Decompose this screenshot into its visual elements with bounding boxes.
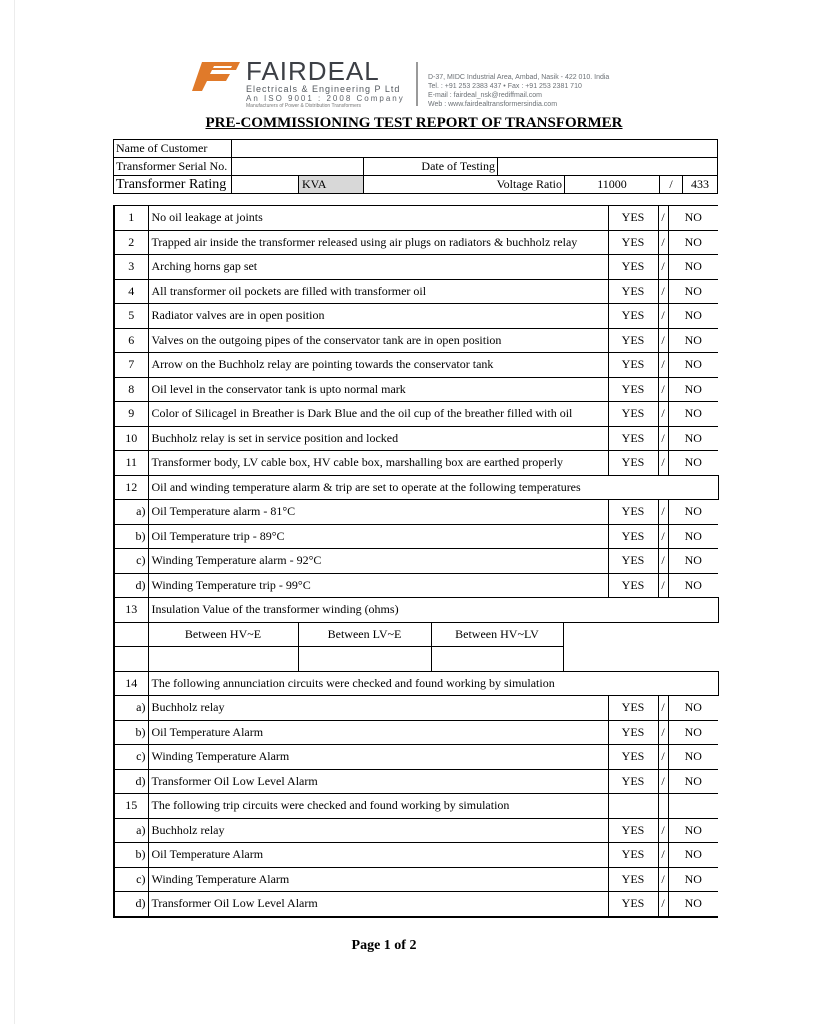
company-tagline: Manufacturers of Power & Distribution Transformers: [246, 103, 362, 109]
yes-option[interactable]: YES: [608, 353, 658, 378]
answer-separator: /: [658, 524, 668, 549]
item-number: 1: [114, 206, 148, 231]
checklist-row: [114, 255, 718, 280]
sub-item-description: Oil Temperature Alarm: [148, 843, 608, 868]
sub-item-letter: d): [114, 892, 148, 917]
checklist-subrow: [114, 696, 718, 721]
yes-option[interactable]: YES: [608, 206, 658, 231]
item-number: 3: [114, 255, 148, 280]
rating-label: Transformer Rating: [114, 176, 232, 194]
yes-option[interactable]: YES: [608, 230, 658, 255]
sub-item-letter: a): [114, 696, 148, 721]
no-option[interactable]: NO: [668, 818, 718, 843]
company-address: D-37, MIDC Industrial Area, Ambad, Nasik - 422 010. India: [428, 74, 610, 81]
item-description: The following trip circuits were checked and found working by simulation: [148, 794, 608, 819]
no-option[interactable]: NO: [668, 304, 718, 329]
yes-option[interactable]: YES: [608, 769, 658, 794]
sub-item-description: Oil Temperature alarm - 81°C: [148, 500, 608, 525]
sub-item-description: Oil Temperature Alarm: [148, 720, 608, 745]
kva-label: KVA: [232, 176, 299, 194]
item-description: Color of Silicagel in Breather is Dark Blue and the oil cup of the breather filled with oil: [148, 402, 608, 427]
item-number: 4: [114, 279, 148, 304]
answer-separator: /: [658, 892, 668, 917]
customer-row: [114, 140, 718, 158]
answer-separator: /: [658, 402, 668, 427]
company-brand: [246, 58, 416, 110]
sub-item-description: Winding Temperature Alarm: [148, 867, 608, 892]
insulation-col-hv-lv: Between HV~LV: [431, 622, 563, 647]
no-option[interactable]: NO: [668, 573, 718, 598]
no-option[interactable]: NO: [668, 402, 718, 427]
rating-row: [114, 176, 718, 194]
answer-separator: /: [658, 206, 668, 231]
yes-option[interactable]: YES: [608, 328, 658, 353]
sub-item-description: Winding Temperature trip - 99°C: [148, 573, 608, 598]
item-number: 9: [114, 402, 148, 427]
yes-option[interactable]: YES: [608, 279, 658, 304]
no-option[interactable]: NO: [668, 720, 718, 745]
checklist-row: [114, 206, 718, 231]
no-option[interactable]: NO: [668, 549, 718, 574]
checklist-subrow: [114, 549, 718, 574]
yes-option[interactable]: YES: [608, 696, 658, 721]
checklist-row: [114, 451, 718, 476]
yes-option[interactable]: YES: [608, 377, 658, 402]
item-description: Arching horns gap set: [148, 255, 608, 280]
company-name: FAIRDEAL: [246, 56, 380, 86]
item-description: Transformer body, LV cable box, HV cable box, marshalling box are earthed properly: [148, 451, 608, 476]
item-description: Oil and winding temperature alarm & trip are set to operate at the following temperatures: [148, 475, 718, 500]
checklist-row: [114, 402, 718, 427]
sub-item-letter: c): [114, 549, 148, 574]
sub-item-letter: b): [114, 524, 148, 549]
serial-label: Transformer Serial No.: [114, 158, 232, 176]
sub-item-letter: a): [114, 818, 148, 843]
voltage-lv: 433: [683, 176, 718, 194]
blank-cell: [114, 647, 148, 672]
answer-separator: /: [658, 451, 668, 476]
item-description: No oil leakage at joints: [148, 206, 608, 231]
checklist-row: [114, 426, 718, 451]
answer-separator: /: [658, 304, 668, 329]
checklist-row: [114, 353, 718, 378]
checklist-row: [114, 377, 718, 402]
item-description: The following annunciation circuits were checked and found working by simulation: [148, 671, 718, 696]
voltage-hv: 11000: [565, 176, 660, 194]
sub-item-description: Buchholz relay: [148, 696, 608, 721]
no-option[interactable]: NO: [668, 353, 718, 378]
item-description: Valves on the outgoing pipes of the conservator tank are in open position: [148, 328, 608, 353]
no-option[interactable]: NO: [668, 377, 718, 402]
yes-option[interactable]: YES: [608, 304, 658, 329]
yes-option[interactable]: YES: [608, 451, 658, 476]
sub-item-description: Winding Temperature alarm - 92°C: [148, 549, 608, 574]
yes-option[interactable]: YES: [608, 818, 658, 843]
item-number: 15: [114, 794, 148, 819]
yes-option[interactable]: YES: [608, 426, 658, 451]
checklist-row: [114, 671, 718, 696]
answer-separator: /: [658, 720, 668, 745]
sub-item-letter: d): [114, 573, 148, 598]
checklist-subrow: [114, 818, 718, 843]
checklist-subrow: [114, 867, 718, 892]
answer-separator: /: [658, 769, 668, 794]
insulation-col-lv-e: Between LV~E: [298, 622, 431, 647]
sub-item-description: Winding Temperature Alarm: [148, 745, 608, 770]
serial-row: [114, 158, 718, 176]
voltage-label: Voltage Ratio: [364, 176, 565, 194]
answer-separator: /: [658, 353, 668, 378]
no-option[interactable]: NO: [668, 745, 718, 770]
company-logo-icon: [192, 60, 242, 92]
item-description: Insulation Value of the transformer winding (ohms): [148, 598, 718, 623]
yes-option[interactable]: YES: [608, 573, 658, 598]
checklist-subrow: [114, 573, 718, 598]
checklist-subrow: [114, 892, 718, 917]
insulation-header-row: [114, 622, 718, 647]
sub-item-description: Transformer Oil Low Level Alarm: [148, 769, 608, 794]
yes-option[interactable]: YES: [608, 867, 658, 892]
answer-separator: /: [658, 573, 668, 598]
no-option[interactable]: NO: [668, 426, 718, 451]
checklist-subrow: [114, 769, 718, 794]
answer-separator: /: [658, 549, 668, 574]
yes-option[interactable]: YES: [608, 255, 658, 280]
blank-cell: [563, 622, 718, 647]
no-option[interactable]: NO: [668, 892, 718, 917]
page-number: Page 1 of 2: [351, 938, 417, 953]
checklist-row: [114, 794, 718, 819]
checklist-row: [114, 328, 718, 353]
customer-label: Name of Customer: [114, 140, 232, 158]
no-option[interactable]: NO: [668, 206, 718, 231]
answer-separator: /: [658, 696, 668, 721]
item-number: 10: [114, 426, 148, 451]
checklist-row: [114, 304, 718, 329]
sub-item-description: Transformer Oil Low Level Alarm: [148, 892, 608, 917]
answer-separator: /: [658, 230, 668, 255]
insulation-value-hv-lv[interactable]: [431, 647, 563, 672]
item-description: Trapped air inside the transformer released using air plugs on radiators & buchholz relay: [148, 230, 608, 255]
date-label: Date of Testing: [364, 158, 498, 176]
info-table: [113, 139, 718, 194]
answer-separator: /: [658, 745, 668, 770]
no-option[interactable]: NO: [668, 328, 718, 353]
company-iso: An ISO 9001 : 2008 Company: [246, 94, 405, 103]
no-option[interactable]: NO: [668, 867, 718, 892]
blank-cell: [608, 794, 658, 819]
company-subtitle: Electricals & Engineering P Ltd: [246, 84, 401, 94]
sub-item-letter: d): [114, 769, 148, 794]
checklist-row: [114, 279, 718, 304]
checklist-row: [114, 230, 718, 255]
insulation-value-lv-e[interactable]: [298, 647, 431, 672]
customer-field[interactable]: [232, 140, 718, 158]
no-option[interactable]: NO: [668, 843, 718, 868]
blank-cell: [563, 647, 718, 672]
checklist-table: [113, 205, 719, 918]
checklist-subrow: [114, 843, 718, 868]
answer-separator: /: [658, 818, 668, 843]
no-option[interactable]: NO: [668, 255, 718, 280]
item-description: Buchholz relay is set in service position and locked: [148, 426, 608, 451]
blank-cell: [668, 794, 718, 819]
sub-item-letter: b): [114, 720, 148, 745]
no-option[interactable]: NO: [668, 279, 718, 304]
item-number: 6: [114, 328, 148, 353]
blank-cell: [114, 622, 148, 647]
checklist-row: [114, 598, 718, 623]
yes-option[interactable]: YES: [608, 745, 658, 770]
item-number: 13: [114, 598, 148, 623]
company-web: Web : www.fairdealtransformersindia.com: [428, 101, 558, 108]
sub-item-letter: b): [114, 843, 148, 868]
yes-option[interactable]: YES: [608, 500, 658, 525]
voltage-separator: /: [660, 176, 683, 194]
page-edge: [14, 0, 15, 1024]
item-description: Radiator valves are in open position: [148, 304, 608, 329]
no-option[interactable]: NO: [668, 500, 718, 525]
answer-separator: /: [658, 500, 668, 525]
checklist-subrow: [114, 524, 718, 549]
insulation-value-hv-e[interactable]: [148, 647, 298, 672]
yes-option[interactable]: YES: [608, 892, 658, 917]
item-number: 11: [114, 451, 148, 476]
yes-option[interactable]: YES: [608, 843, 658, 868]
sub-item-letter: a): [114, 500, 148, 525]
answer-separator: /: [658, 426, 668, 451]
item-number: 8: [114, 377, 148, 402]
header-divider: [416, 62, 418, 106]
sub-item-letter: c): [114, 867, 148, 892]
item-number: 12: [114, 475, 148, 500]
item-number: 5: [114, 304, 148, 329]
blank-separator: [658, 794, 668, 819]
insulation-col-hv-e: Between HV~E: [148, 622, 298, 647]
item-number: 14: [114, 671, 148, 696]
answer-separator: /: [658, 328, 668, 353]
no-option[interactable]: NO: [668, 696, 718, 721]
insulation-value-row: [114, 647, 718, 672]
sub-item-letter: c): [114, 745, 148, 770]
answer-separator: /: [658, 255, 668, 280]
answer-separator: /: [658, 867, 668, 892]
checklist-subrow: [114, 745, 718, 770]
checklist-subrow: [114, 500, 718, 525]
item-number: 7: [114, 353, 148, 378]
sub-item-description: Buchholz relay: [148, 818, 608, 843]
checklist-row: [114, 475, 718, 500]
company-email: E-mail : fairdeal_nsk@rediffmail.com: [428, 92, 542, 99]
no-option[interactable]: NO: [668, 230, 718, 255]
item-description: All transformer oil pockets are filled with transformer oil: [148, 279, 608, 304]
serial-field[interactable]: [232, 158, 364, 176]
yes-option[interactable]: YES: [608, 549, 658, 574]
answer-separator: /: [658, 377, 668, 402]
item-description: Arrow on the Buchholz relay are pointing towards the conservator tank: [148, 353, 608, 378]
company-tel: Tel. : +91 253 2383 437 • Fax : +91 253 2381 710: [428, 83, 582, 90]
report-title: PRE-COMMISSIONING TEST REPORT OF TRANSFORMER: [205, 115, 623, 131]
sub-item-description: Oil Temperature trip - 89°C: [148, 524, 608, 549]
no-option[interactable]: NO: [668, 451, 718, 476]
checklist-subrow: [114, 720, 718, 745]
company-contact: [428, 73, 609, 109]
item-description: Oil level in the conservator tank is upto normal mark: [148, 377, 608, 402]
yes-option[interactable]: YES: [608, 402, 658, 427]
no-option[interactable]: NO: [668, 769, 718, 794]
yes-option[interactable]: YES: [608, 720, 658, 745]
answer-separator: /: [658, 279, 668, 304]
item-number: 2: [114, 230, 148, 255]
date-field[interactable]: [498, 158, 718, 176]
answer-separator: /: [658, 843, 668, 868]
no-option[interactable]: NO: [668, 524, 718, 549]
yes-option[interactable]: YES: [608, 524, 658, 549]
